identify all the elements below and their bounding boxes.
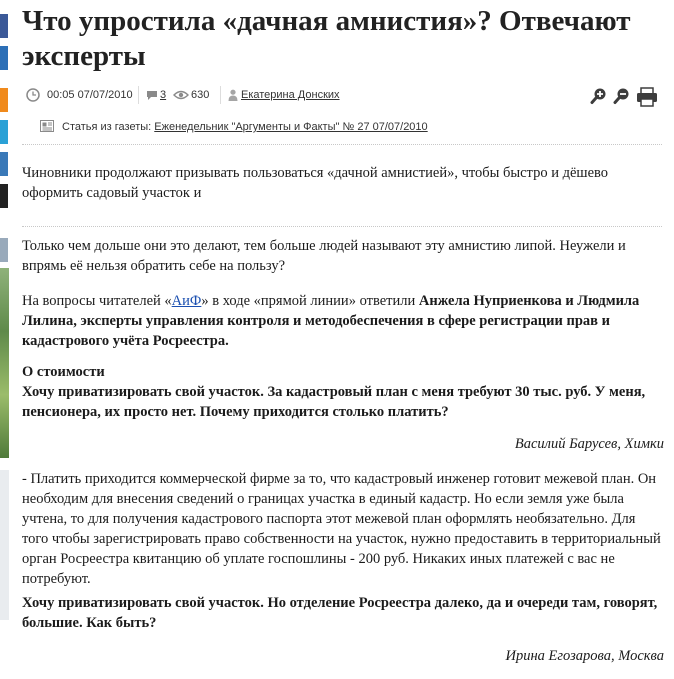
signature-text: Василий Барусев, Химки (514, 436, 664, 452)
author-link[interactable]: Екатерина Донских (241, 89, 340, 101)
share-button-grey[interactable] (0, 238, 8, 262)
social-share-strip (0, 0, 9, 679)
article-paragraph (22, 236, 664, 276)
newspaper-icon (40, 120, 54, 132)
question-block-2 (22, 593, 664, 633)
experts-names: Анжела Нуприенкова и Людмила Лилина, эксперты управления контроля и методобеспечения в сфере регистрации прав и кадастрового учёта Росреестра. (22, 293, 640, 349)
article-title: Что упростила «дачная амнистия»? Отвечают эксперты (22, 5, 631, 72)
aif-link[interactable]: АиФ (171, 293, 202, 309)
answer-text: - Платить приходится коммерческой фирме за то, что кадастровый инженер готовит межевой план. Он необходим для внесения сведений о границах участка в единый кадастр. Но если земля уже была учтена, то для получения кадастрового паспорта этот межевой план оформлять необязательно. Для того чтобы зарегистрировать право собственности на участок, нужно предоставить в территориальный орган Росреестра квитанцию об уплате госпошлины - 200 руб. Никаких иных платежей с вас не потребуют. (22, 471, 661, 587)
share-button-blue-3[interactable] (0, 152, 8, 176)
share-button-orange[interactable] (0, 88, 8, 112)
share-button-blue[interactable] (0, 14, 8, 38)
zoom-in-icon[interactable] (590, 87, 608, 105)
lead-text: Чиновники продолжают призывать пользоваться «дачной амнистией», чтобы быстро и дёшево оформить садовый участок и (22, 165, 608, 201)
share-button-dark[interactable] (0, 184, 8, 208)
experts-intro-text: На вопросы читателей « (22, 293, 172, 309)
newspaper-source (40, 118, 660, 136)
article-tools (590, 87, 660, 107)
reader-signature-2 (22, 646, 664, 666)
views-count: 630 (191, 89, 210, 101)
print-icon[interactable] (636, 87, 658, 107)
side-banner-image (0, 268, 9, 458)
article-meta (26, 86, 666, 106)
reader-signature (22, 434, 664, 454)
person-icon (228, 89, 238, 101)
experts-intro-text-2: » в ходе «прямой линии» ответили (201, 293, 419, 309)
answer-block (22, 469, 664, 589)
section-heading: О стоимости (22, 364, 105, 380)
share-button-lightblue[interactable] (0, 120, 8, 144)
meta-divider (138, 86, 139, 104)
article-lead (22, 163, 664, 203)
share-button-blue-2[interactable] (0, 46, 8, 70)
comments-count-link[interactable]: 3 (160, 89, 167, 101)
clock-icon (26, 88, 40, 102)
question-text: Хочу приватизировать свой участок. За кадастровый план с меня требуют 30 тыс. руб. У меня, пенсионера, их просто нет. Почему приходится столько платить? (22, 384, 646, 420)
newspaper-label: Статья из газеты: (62, 121, 152, 133)
eye-icon (173, 90, 189, 100)
divider-2 (22, 226, 662, 227)
paragraph-text: Только чем дольше они это делают, тем больше людей называют эту амнистию липой. Неужели и впрямь её нельзя обратить себе на пользу? (22, 238, 626, 274)
zoom-out-icon[interactable] (613, 87, 631, 105)
question-text-2: Хочу приватизировать свой участок. Но отделение Росреестра далеко, да и очереди там, говорят, большие. Как быть? (22, 595, 658, 631)
comment-icon (146, 90, 158, 101)
meta-divider-2 (220, 86, 221, 104)
publish-datetime: 00:05 07/07/2010 (47, 89, 133, 101)
question-block (22, 362, 664, 422)
signature-text-2: Ирина Егозарова, Москва (505, 648, 664, 664)
experts-paragraph (22, 291, 664, 351)
newspaper-issue-link[interactable]: Еженедельник "Аргументы и Факты" № 27 07/07/2010 (154, 121, 428, 133)
side-banner-grey (0, 470, 9, 620)
divider (22, 144, 662, 145)
